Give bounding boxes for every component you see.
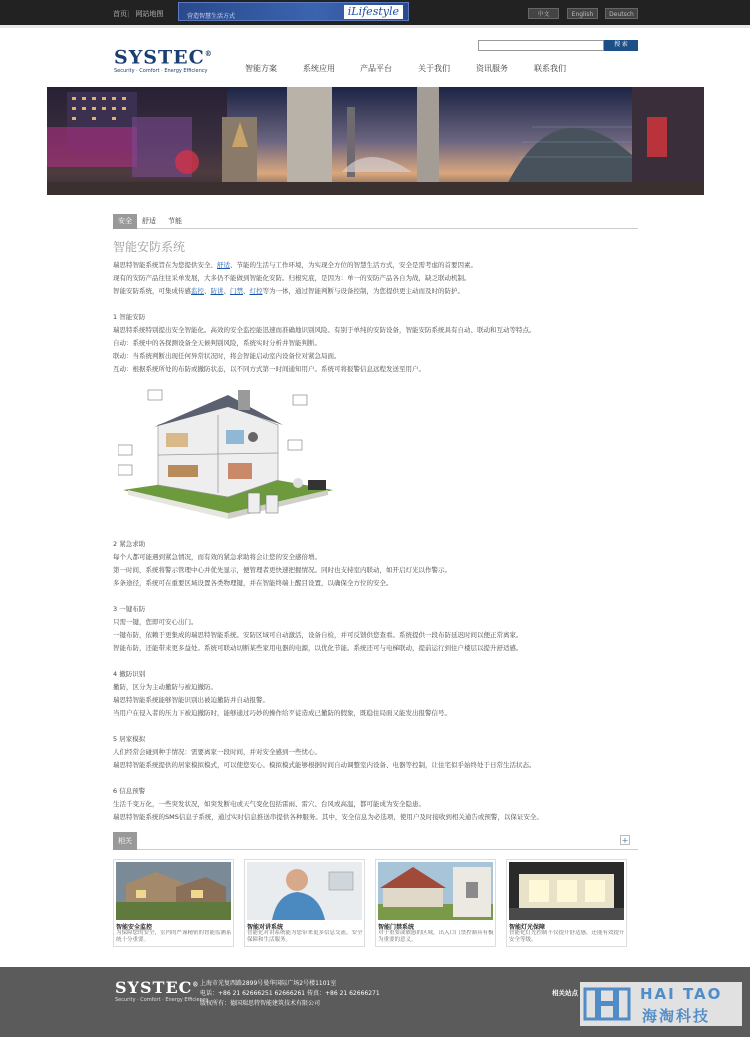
- comfort-link[interactable]: 舒适: [217, 261, 230, 269]
- card-title: 智能灯光保障: [509, 924, 546, 931]
- card-title: 智能门禁系统: [378, 924, 415, 931]
- nav-contact[interactable]: 联系我们: [534, 64, 566, 73]
- section-line: 第一时间，系统将警示管理中心并优先显示，便管理者更快速把握情况。同时也支持室内联动，如开启灯光以作警示。: [113, 566, 451, 574]
- nav-solutions[interactable]: 智能方案: [245, 64, 277, 73]
- section-line: 智能布防，还能带来更多益处。系统可联动切断某些家用电器的电源，以优化节能。系统还可与电梯联动，提前运行到住户楼层以提升舒适感。: [113, 644, 523, 652]
- section-line: 联动：当系统判断出现任何异常状况时，将会智能启动室内设备位对紧急局面。: [113, 352, 341, 360]
- header: [0, 25, 750, 87]
- section-heading: 4 撤防识别: [113, 670, 146, 678]
- page-title: 智能安防系统: [113, 240, 186, 254]
- search-input[interactable]: [478, 40, 604, 51]
- section-line: 瑞思特系统特别提出安全智能化。高效的安全监控能迅速而准确地识别风险。有别于单纯的安防设备，智能安防系统具有自动、联动和互动等特点。: [113, 326, 536, 334]
- house-door-image: [378, 862, 493, 920]
- section-line: 生活千变万化，一些突发状况，如突发断电或天气变化包括雷雨、雷穴、台风或高温，都可能成为安全隐患。: [113, 800, 425, 808]
- banner-text: 营造智慧生活方式: [187, 13, 236, 20]
- tab-comfort[interactable]: 舒适: [142, 217, 156, 225]
- footer-logo: SYSTEC® Security · Comfort · Energy Efficiency: [115, 978, 209, 1003]
- lit-room-image: [509, 862, 624, 920]
- haitao-logo-icon: [583, 985, 631, 1023]
- expand-plus-icon[interactable]: +: [621, 836, 629, 845]
- section-line: 瑞思特智能系统能够智能识别出被迫撤防并自动报警。: [113, 696, 269, 704]
- cityscape-illustration: [47, 87, 704, 195]
- intro-line: 瑞思特智能系统旨在为您提供安全、舒适、节能的生活与工作环境，为实现全方位的智慧生活方式，安全是需考虑的首要因素。: [113, 261, 477, 269]
- card-desc: 智能化对讲系统能为您带来更多信息交流、安全保障和生活服务。: [247, 930, 363, 943]
- section-heading: 6 信息预警: [113, 787, 146, 795]
- hero-cityscape-image: [47, 87, 704, 195]
- card-title: 智能对讲系统: [247, 924, 284, 931]
- section-line: 当用户在侵入者的压力下被迫撤防时，能够通过巧妙的操作给歹徒造成已撤防的假象，既稳住局面又能发出报警信号。: [113, 709, 451, 717]
- intro-line: 智能安防系统，可集成传感监控、防讲、门禁、灯控等为一体，通过智能判断与设备控制，为您提供更主动而及时的防护。: [113, 287, 464, 295]
- lang-english-button[interactable]: English: [567, 8, 598, 19]
- smart-home-illustration: [118, 385, 338, 525]
- top-bar: [0, 0, 750, 25]
- related-card[interactable]: [506, 859, 627, 947]
- category-tabs: [113, 212, 638, 229]
- section-line: 只需一键，您即可安心出门。: [113, 618, 198, 626]
- lang-chinese-button[interactable]: 中文: [528, 8, 559, 19]
- home-link[interactable]: 首页: [113, 10, 127, 18]
- section-heading: 5 居家模拟: [113, 735, 146, 743]
- related-card[interactable]: [244, 859, 365, 947]
- systec-logo[interactable]: SYSTEC® Security · Comfort · Energy Efficiency: [114, 46, 213, 75]
- section-line: 自动：系统中的各探测设备全天候判别风险，系统实时分析并智能判断。: [113, 339, 321, 347]
- ilifestyle-banner[interactable]: [178, 2, 409, 21]
- nav-news[interactable]: 资讯服务: [476, 64, 508, 73]
- logo-tagline: Security · Comfort · Energy Efficiency: [114, 68, 208, 75]
- section-line: 瑞思特智能系统提供的居家模拟模式，可以使您安心。模拟模式能够根据时间自动调整室内设备、电器等控制，让住宅似乎始终处于日常生活状态。: [113, 761, 536, 769]
- section-line: 瑞思特智能系统的SMS信息子系统，通过实时信息推送串提供各种服务。其中，安全信息为必选项，使用户及时接收到相关通告或预警，以保证安全。: [113, 813, 543, 821]
- footer-address: 上海市光复西路2899号曼华国际广场2号楼1101室: [200, 980, 337, 987]
- intercom-link[interactable]: 防讲: [210, 287, 224, 295]
- lighting-link[interactable]: 灯控: [249, 287, 263, 295]
- related-card[interactable]: [375, 859, 496, 947]
- related-sites-label[interactable]: 相关站点: [552, 989, 578, 997]
- card-desc: 智能化灯光控制不仅提升舒适感，还能有效提升安全等级。: [509, 930, 625, 943]
- card-title: 智能安全监控: [116, 924, 153, 931]
- watermark-en: HAI TAO: [640, 985, 723, 1003]
- ilifestyle-logo: iLifestyle: [344, 5, 403, 19]
- footer-copyright: 版权所有：德国瑞思特智能建筑技术有限公司: [200, 1000, 321, 1007]
- top-links: 首页| 网站地图: [113, 10, 164, 18]
- section-heading: 1 智能安防: [113, 313, 146, 321]
- section-heading: 2 紧急求助: [113, 540, 146, 548]
- section-line: 撤防，区分为主动撤防与被迫撤防。: [113, 683, 217, 691]
- footer-logo-tagline: Security · Comfort · Energy Efficiency: [115, 997, 209, 1003]
- nav-applications[interactable]: 系统应用: [303, 64, 335, 73]
- tab-security[interactable]: 安全: [113, 214, 137, 229]
- related-tab[interactable]: 相关: [113, 832, 137, 850]
- search-button[interactable]: 搜 索: [604, 40, 638, 51]
- access-link[interactable]: 门禁: [230, 287, 243, 295]
- section-line: 一键布防，依赖于更集成的瑞思特智能系统。安防区域可自动激活，设备自检，并可反馈供您查看。系统提供一段布防延迟时间以便正常离家。: [113, 631, 523, 639]
- nav-products[interactable]: 产品平台: [360, 64, 392, 73]
- sitemap-link[interactable]: 网站地图: [135, 10, 164, 18]
- card-desc: 为保障您的安全，室内的严谨精密的智能监测系统十分重要。: [116, 930, 232, 943]
- section-heading: 3 一键布防: [113, 605, 146, 613]
- related-card[interactable]: [113, 859, 234, 947]
- lang-deutsch-button[interactable]: Deutsch: [605, 8, 638, 19]
- house-cutaway-icon: [118, 385, 338, 525]
- haitao-watermark: [580, 982, 742, 1026]
- section-line: 互动：根据系统所处的布防或撤防状态，以不同方式第一时间通知用户。系统可将报警信息远程发送至用户。: [113, 365, 425, 373]
- section-line: 多条途径，系统可在重要区域设置各类物理键，并在智能终端上醒目设置，以确保全方位的安全。: [113, 579, 393, 587]
- nav-about[interactable]: 关于我们: [418, 64, 450, 73]
- section-line: 人们经常会碰到种手情况：需要离家一段时间，并对安全感到一些忧心。: [113, 748, 321, 756]
- phone-user-image: [247, 862, 362, 920]
- related-bar: [113, 832, 638, 850]
- footer-phone: 电话：+86 21 62666251 62666261 传真：+86 21 62666271: [200, 990, 380, 997]
- tab-energy[interactable]: 节能: [168, 217, 182, 225]
- card-desc: 对于重要或敏感的区域，出入口门禁控制具有极为重要的意义。: [378, 930, 494, 943]
- intro-line: 现有的安防产品往往采单发展，大多仍不能做到智能化安防。归根究底，是因为：单一的安防产品各自为战，缺乏联动机制。: [113, 274, 471, 282]
- watermark-cn: 海淘科技: [642, 1007, 711, 1025]
- section-line: 每个人都可能遇到紧急情况，而有效的紧急求助将会让您的安全感倍增。: [113, 553, 321, 561]
- villa-image: [116, 862, 231, 920]
- monitoring-link[interactable]: 监控: [191, 287, 204, 295]
